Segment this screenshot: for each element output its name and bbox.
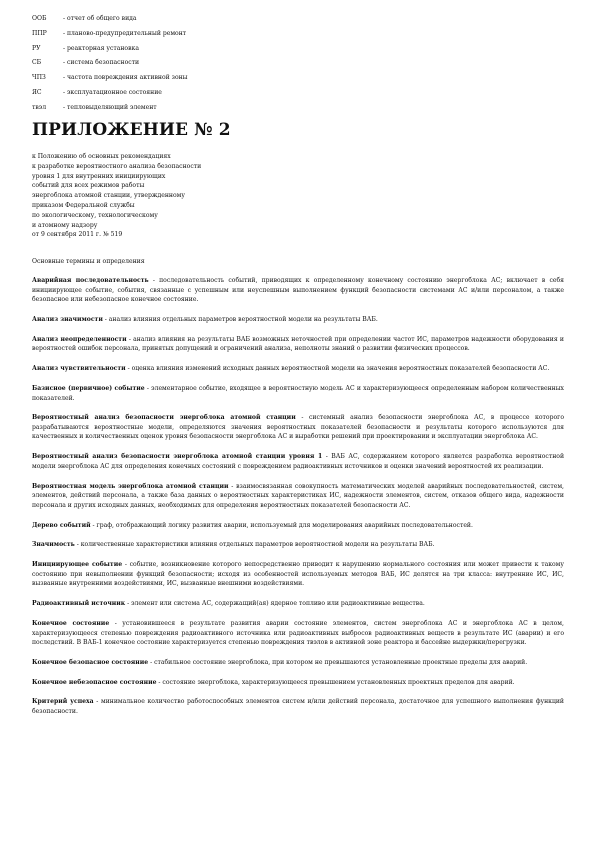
term-definition: [32, 384, 564, 403]
abbreviation-row: [32, 71, 332, 86]
basis-line: энергоблока атомной станции, утвержденному: [32, 192, 185, 200]
term-text: - последовательность событий, приводящих к определенному конечному состоянию энергоблока АС; включает в себя инициирующее событие, события, связанные с успешным или неуспешным выполнением функций безопасности системами АС и/или персоналом, а также безопасное или небезопасное конечное состояние.: [32, 277, 564, 304]
section-title: Основные термины и определения: [32, 258, 145, 265]
term-definition: [32, 658, 564, 668]
term-definition: [32, 276, 564, 305]
term-text: - элемент или система АС, содержащий(ая) ядерное топливо или радиоактивные вещества.: [125, 600, 425, 608]
abbreviation-term: ЧПЗ: [32, 74, 46, 82]
term-name: Аварийная последовательность: [32, 277, 149, 284]
term-definition: [32, 599, 564, 609]
term-name: Вероятностный анализ безопасности энергоблока атомной станции: [32, 414, 296, 422]
basis-line: к Положению об основных рекомендациях: [32, 153, 171, 160]
abbreviation-list: [32, 12, 332, 116]
basis-line: от 9 сентября 2011 г. № 519: [32, 231, 123, 239]
term-definition: [32, 364, 564, 374]
term-definition: [32, 413, 564, 442]
term-definition: [32, 521, 564, 531]
basis-line: по экологическому, технологическому: [32, 211, 158, 219]
abbreviation-definition: - частота повреждения активной зоны: [63, 74, 188, 82]
abbreviation-row: [32, 56, 332, 71]
term-text: - стабильное состояние энергоблока, при котором не превышаются установленные проектные пределы для аварий.: [148, 658, 528, 666]
abbreviation-row: [32, 86, 332, 101]
term-name: Радиоактивный источник: [32, 600, 126, 608]
term-text: - элементарное событие, входящее в вероятностную модель АС и характеризующееся определенным набором количественных показателей.: [32, 384, 564, 402]
abbreviation-term: ППР: [32, 29, 47, 37]
basis-line: приказом Федеральной службы: [32, 201, 135, 209]
abbreviation-row: [32, 12, 332, 27]
term-text: - состояние энергоблока, характеризующееся превышением установленных проектных пределов для аварий.: [156, 678, 515, 686]
abbreviation-row: [32, 101, 332, 116]
term-definition: [32, 697, 564, 716]
term-text: - системный анализ безопасности энергоблока АС, в процессе которого разрабатываются вероятностные модели, определяются значения вероятностных показателей безопасности и результаты которого используются для качественных и количественных оценок уровня безопасности энергоблока АС и выработки решений при проектировании и эксплуатации энергоблока АС.: [32, 414, 565, 441]
abbreviation-definition: - система безопасности: [63, 59, 140, 67]
term-name: Инициирующее событие: [32, 561, 123, 569]
abbreviation-term: ООБ: [32, 15, 47, 22]
term-definition: [32, 560, 564, 589]
term-name: Критерий успеха: [32, 698, 94, 706]
basis-line: событий для всех режимов работы: [32, 182, 145, 190]
abbreviation-definition: - эксплуатационное состояние: [63, 88, 162, 96]
abbreviation-row: [32, 42, 332, 57]
abbreviation-term: СБ: [32, 59, 42, 67]
term-definition: [32, 540, 564, 550]
term-text: - анализ влияния отдельных параметров вероятностной модели на результаты ВАБ.: [102, 315, 378, 323]
basis-line: уровня 1 для внутренних инициирующих: [32, 172, 166, 180]
appendix-basis: [32, 152, 332, 240]
term-text: - минимальное количество работоспособных элементов систем и/или действий персонала, достаточное для успешного выполнения функций безопасности.: [32, 698, 564, 716]
term-text: - анализ влияния на результаты ВАБ возможных неточностей при определении частот ИС, параметров надежности оборудования и вероятностей ошибок персонала, принятых допущений и ограничений анализа, неполноты знаний о развитии физических процессов.: [32, 335, 564, 353]
term-name: Конечное состояние: [32, 619, 110, 627]
term-definition: [32, 452, 564, 471]
basis-line: и атомному надзору: [32, 221, 98, 229]
abbreviation-term: РУ: [32, 44, 41, 52]
basis-line: к разработке вероятностного анализа безопасности: [32, 162, 202, 170]
abbreviation-row: [32, 27, 332, 42]
abbreviation-term: твэл: [32, 103, 47, 111]
term-name: Анализ чувствительности: [32, 365, 126, 373]
abbreviation-definition: - планово-предупредительный ремонт: [63, 29, 187, 37]
term-name: Анализ неопределенности: [32, 335, 127, 343]
term-definition: [32, 482, 564, 511]
term-text: - оценка влияния изменений исходных данных вероятностной модели на значения вероятностных показателей безопасности АС.: [125, 365, 550, 373]
term-definition: [32, 619, 564, 648]
term-text: - взаимосвязанная совокупность математических моделей аварийных последовательностей, систем, элементов, действий персонала, а также база данных о вероятностных характеристиках ИС, надежности элементов, систем, отказов общего вида, надежности персонала и других исходных данных, необходимых для определения вероятностных показателей безопасности АС.: [32, 482, 564, 509]
term-name: Дерево событий: [32, 521, 91, 529]
term-text: - граф, отображающий логику развития аварии, используемый для моделирования аварийных последовательностей.: [90, 521, 473, 529]
term-name: Конечное небезопасное состояние: [32, 678, 157, 686]
term-definition: [32, 335, 564, 354]
term-name: Анализ значимости: [32, 315, 103, 323]
abbreviation-definition: - тепловыделяющий элемент: [63, 103, 157, 111]
abbreviation-term: ЯС: [32, 88, 42, 96]
term-name: Базисное (первичное) событие: [32, 384, 145, 392]
term-name: Вероятностный анализ безопасности энергоблока атомной станции уровня 1: [32, 453, 323, 461]
term-definition: [32, 678, 564, 688]
term-name: Вероятностная модель энергоблока атомной станции: [32, 482, 229, 490]
term-definition: [32, 315, 564, 325]
abbreviation-definition: - реакторная установка: [63, 44, 139, 52]
term-name: Значимость: [32, 541, 75, 549]
abbreviation-definition: - отчет об общего вида: [63, 15, 137, 22]
term-text: - установившееся в результате развития аварии состояние элементов, систем энергоблока АС и энергоблока АС в целом, характеризующееся степенью повреждения радиоактивного источника или радиоактивных выбросов радиоактивных веществ в результате ИС (аварии) и его последствий. В ВАБ-1 конечное состояние характеризуется степенью повреждения твэлов в активной зоне реактора и бассейне выдержки/перегрузки.: [32, 619, 564, 647]
terms-list: [32, 276, 564, 727]
term-name: Конечное безопасное состояние: [32, 658, 149, 666]
term-text: - событие, возникновение которого непосредственно приводит к нарушению нормального состояния или может привести к такому состоянию при невыполнении функций безопасности; исходя из особенностей используемых методов ВАБ, ИС делятся на три класса: внутренние ИС, ИС, вызванные внутренними воздействиями, ИС, вызванные внешними воздействиями.: [32, 561, 565, 588]
appendix-heading: ПРИЛОЖЕНИЕ № 2: [32, 120, 231, 140]
term-text: - ВАБ АС, содержанием которого является разработка вероятностной модели энергоблока АС для определения конечных состояний с повреждением радиоактивных источников и оценки значений вероятностей их реализации.: [32, 453, 564, 470]
term-text: - количественные характеристики влияния отдельных параметров вероятностной модели на результаты ВАБ.: [74, 541, 435, 549]
